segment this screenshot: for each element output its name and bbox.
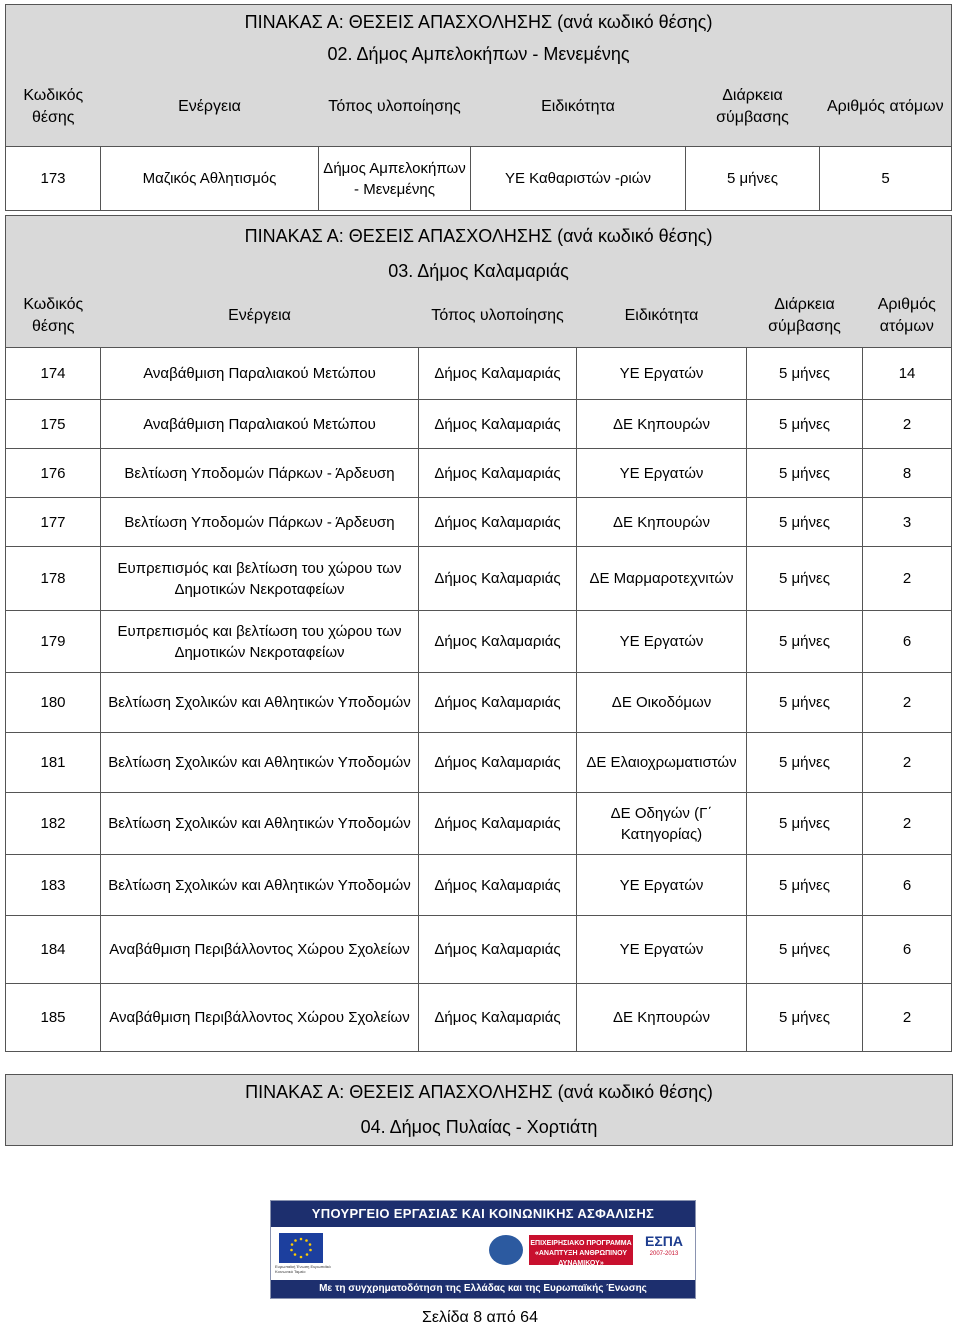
cell-duration: 5 μήνες	[747, 400, 863, 449]
cell-location: Δήμος Καλαμαριάς	[419, 400, 577, 449]
cell-code: 183	[6, 855, 101, 916]
cell-count: 2	[863, 984, 952, 1052]
cell-specialty: ΔΕ Ελαιοχρωματιστών	[577, 733, 747, 793]
cell-location: Δήμος Καλαμαριάς	[419, 498, 577, 547]
table-title: ΠΙΝΑΚΑΣ Α: ΘΕΣΕΙΣ ΑΠΑΣΧΟΛΗΣΗΣ (ανά κωδικό θέσης)	[6, 5, 952, 39]
cell-action: Βελτίωση Σχολικών και Αθλητικών Υποδομών	[101, 855, 419, 916]
cell-code: 173	[6, 147, 101, 211]
cell-action: Ευπρεπισμός και βελτίωση του χώρου των Δημοτικών Νεκροταφείων	[101, 611, 419, 673]
cell-duration: 5 μήνες	[747, 793, 863, 855]
eu-flag-icon	[279, 1233, 323, 1263]
cell-specialty: ΔΕ Οικοδόμων	[577, 673, 747, 733]
table-title: ΠΙΝΑΚΑΣ Α: ΘΕΣΕΙΣ ΑΠΑΣΧΟΛΗΣΗΣ (ανά κωδικό θέσης)	[245, 1082, 713, 1102]
cell-count: 3	[863, 498, 952, 547]
ministry-banner	[270, 1200, 696, 1299]
table-row	[6, 348, 952, 400]
cell-code: 176	[6, 449, 101, 498]
cell-count: 6	[863, 611, 952, 673]
section-subtitle: 02. Δήμος Αμπελοκήπων - Μενεμένης	[6, 39, 952, 69]
cell-specialty: ΔΕ Οδηγών (Γ΄ Κατηγορίας)	[577, 793, 747, 855]
table-row	[6, 855, 952, 916]
cell-location: Δήμος Καλαμαριάς	[419, 855, 577, 916]
col-header-specialty: Ειδικότητα	[577, 286, 747, 348]
cell-action: Αναβάθμιση Παραλιακού Μετώπου	[101, 400, 419, 449]
cell-action: Αναβάθμιση Περιβάλλοντος Χώρου Σχολείων	[101, 916, 419, 984]
col-header-count: Αριθμός ατόμων	[820, 69, 952, 147]
cell-location: Δήμος Καλαμαριάς	[419, 547, 577, 611]
cell-specialty: ΥΕ Εργατών	[577, 916, 747, 984]
table-title: ΠΙΝΑΚΑΣ Α: ΘΕΣΕΙΣ ΑΠΑΣΧΟΛΗΣΗΣ (ανά κωδικό θέσης)	[6, 216, 952, 256]
cell-code: 175	[6, 400, 101, 449]
table-row	[6, 547, 952, 611]
cell-duration: 5 μήνες	[747, 547, 863, 611]
eu-caption: Ευρωπαϊκή Ένωση Ευρωπαϊκό Κοινωνικό Ταμείο	[275, 1264, 331, 1274]
cell-count: 6	[863, 855, 952, 916]
col-header-location: Τόπος υλοποίησης	[419, 286, 577, 348]
cell-action: Βελτίωση Σχολικών και Αθλητικών Υποδομών	[101, 673, 419, 733]
cell-code: 184	[6, 916, 101, 984]
program-logo: ΕΠΙΧΕΙΡΗΣΙΑΚΟ ΠΡΟΓΡΑΜΜΑ «ΑΝΑΠΤΥΞΗ ΑΝΘΡΩΠΙΝΟΥ ΔΥΝΑΜΙΚΟΥ»	[529, 1235, 633, 1265]
cell-location: Δήμος Καλαμαριάς	[419, 611, 577, 673]
cell-count: 2	[863, 547, 952, 611]
cell-duration: 5 μήνες	[747, 498, 863, 547]
cell-specialty: ΥΕ Εργατών	[577, 611, 747, 673]
cell-action: Αναβάθμιση Παραλιακού Μετώπου	[101, 348, 419, 400]
cell-location: Δήμος Καλαμαριάς	[419, 449, 577, 498]
section-subtitle: 04. Δήμος Πυλαίας - Χορτιάτη	[360, 1117, 598, 1137]
cell-action: Μαζικός Αθλητισμός	[101, 147, 319, 211]
page-number: Σελίδα 8 από 64	[422, 1309, 538, 1326]
table-row	[6, 984, 952, 1052]
cell-count: 8	[863, 449, 952, 498]
table-row	[6, 673, 952, 733]
table-row	[6, 147, 952, 211]
cell-specialty: ΔΕ Κηπουρών	[577, 498, 747, 547]
table-row	[6, 793, 952, 855]
cell-duration: 5 μήνες	[686, 147, 820, 211]
cell-count: 14	[863, 348, 952, 400]
cell-duration: 5 μήνες	[747, 733, 863, 793]
espa-word: ΕΣΠΑ	[645, 1233, 683, 1249]
cell-location: Δήμος Καλαμαριάς	[419, 673, 577, 733]
cell-duration: 5 μήνες	[747, 673, 863, 733]
col-header-count: Αριθμός ατόμων	[863, 286, 952, 348]
cell-specialty: ΔΕ Μαρμαροτεχνιτών	[577, 547, 747, 611]
cell-code: 182	[6, 793, 101, 855]
col-header-specialty: Ειδικότητα	[471, 69, 686, 147]
cell-duration: 5 μήνες	[747, 916, 863, 984]
col-header-location: Τόπος υλοποίησης	[319, 69, 471, 147]
cell-specialty: ΔΕ Κηπουρών	[577, 400, 747, 449]
cell-count: 2	[863, 673, 952, 733]
cofund-caption: Με τη συγχρηματοδότηση της Ελλάδας και της Ευρωπαϊκής Ένωσης	[271, 1280, 695, 1298]
table-row	[6, 400, 952, 449]
col-header-action: Ενέργεια	[101, 69, 319, 147]
table-row	[6, 733, 952, 793]
cell-code: 178	[6, 547, 101, 611]
cell-location: Δήμος Καλαμαριάς	[419, 793, 577, 855]
table-row	[6, 611, 952, 673]
col-header-action: Ενέργεια	[101, 286, 419, 348]
col-header-code: Κωδικός θέσης	[6, 69, 101, 147]
greek-seal-icon	[489, 1235, 523, 1265]
cell-count: 5	[820, 147, 952, 211]
cell-code: 181	[6, 733, 101, 793]
cell-code: 174	[6, 348, 101, 400]
espa-years: 2007-2013	[649, 1251, 679, 1257]
section-03-table	[5, 215, 952, 1052]
cell-specialty: ΥΕ Εργατών	[577, 449, 747, 498]
cell-count: 2	[863, 400, 952, 449]
cell-duration: 5 μήνες	[747, 348, 863, 400]
cell-specialty: ΔΕ Κηπουρών	[577, 984, 747, 1052]
col-header-duration: Διάρκεια σύμβασης	[747, 286, 863, 348]
cell-location: Δήμος Καλαμαριάς	[419, 916, 577, 984]
cell-specialty: ΥΕ Εργατών	[577, 348, 747, 400]
cell-action: Βελτίωση Υποδομών Πάρκων - Άρδευση	[101, 498, 419, 547]
cell-location: Δήμος Καλαμαριάς	[419, 733, 577, 793]
table-row	[6, 449, 952, 498]
cell-location: Δήμος Αμπελοκήπων - Μενεμένης	[319, 147, 471, 211]
cell-specialty: ΥΕ Εργατών	[577, 855, 747, 916]
section-subtitle: 03. Δήμος Καλαμαριάς	[6, 256, 952, 286]
cell-action: Βελτίωση Υποδομών Πάρκων - Άρδευση	[101, 449, 419, 498]
cell-duration: 5 μήνες	[747, 984, 863, 1052]
section-02-table	[5, 4, 952, 211]
cell-duration: 5 μήνες	[747, 855, 863, 916]
section-04-header	[5, 1074, 953, 1146]
cell-action: Βελτίωση Σχολικών και Αθλητικών Υποδομών	[101, 793, 419, 855]
cell-code: 180	[6, 673, 101, 733]
cell-count: 2	[863, 793, 952, 855]
ministry-title: ΥΠΟΥΡΓΕΙΟ ΕΡΓΑΣΙΑΣ ΚΑΙ ΚΟΙΝΩΝΙΚΗΣ ΑΣΦΑΛΙΣΗΣ	[271, 1201, 695, 1227]
espa-logo	[639, 1231, 689, 1267]
cell-location: Δήμος Καλαμαριάς	[419, 348, 577, 400]
col-header-code: Κωδικός θέσης	[6, 286, 101, 348]
cell-specialty: ΥΕ Καθαριστών -ριών	[471, 147, 686, 211]
cell-action: Βελτίωση Σχολικών και Αθλητικών Υποδομών	[101, 733, 419, 793]
table-row	[6, 916, 952, 984]
cell-count: 2	[863, 733, 952, 793]
cell-action: Αναβάθμιση Περιβάλλοντος Χώρου Σχολείων	[101, 984, 419, 1052]
cell-code: 185	[6, 984, 101, 1052]
cell-count: 6	[863, 916, 952, 984]
col-header-duration: Διάρκεια σύμβασης	[686, 69, 820, 147]
cell-code: 177	[6, 498, 101, 547]
cell-location: Δήμος Καλαμαριάς	[419, 984, 577, 1052]
table-row	[6, 498, 952, 547]
cell-code: 179	[6, 611, 101, 673]
cell-duration: 5 μήνες	[747, 611, 863, 673]
cell-action: Ευπρεπισμός και βελτίωση του χώρου των Δημοτικών Νεκροταφείων	[101, 547, 419, 611]
cell-duration: 5 μήνες	[747, 449, 863, 498]
